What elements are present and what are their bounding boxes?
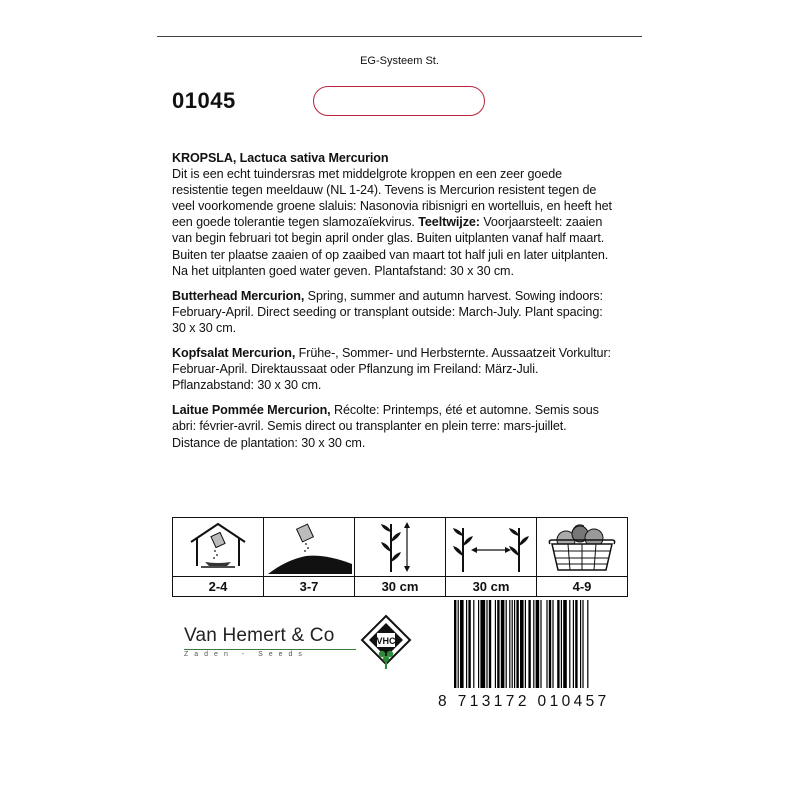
dutch-body-1: Dit is een echt tuindersras met middelgrote kroppen en een zeer goede resistentie tegen meeldauw (NL 1-24). Tevens is Mercurion resistent tegen de veel voorkomende groene slaluis: Nasonovia ribisnigri en wortelluis, en heeft het een goede tolerantie tegen slamozaïekvirus. <box>172 167 612 230</box>
barcode-bar <box>540 600 541 688</box>
barcode-bar <box>525 600 526 688</box>
german-paragraph <box>172 345 612 393</box>
brand-crest-icon <box>360 614 412 675</box>
barcode-bar <box>573 600 574 688</box>
barcode-bar <box>516 600 518 688</box>
barcode-bar <box>509 600 510 688</box>
barcode-bar <box>473 600 474 688</box>
barcode-number: 8 713172 010457 <box>438 693 610 710</box>
certification-label: EG-Systeem St. <box>360 55 439 67</box>
barcode-bar <box>480 600 485 688</box>
brand-rule <box>184 649 356 650</box>
english-title: Butterhead Mercurion, <box>172 288 305 303</box>
barcode-bar <box>497 600 499 688</box>
barcode-bar <box>454 600 456 688</box>
plant-height-cell <box>355 518 446 596</box>
barcode-bar <box>466 600 467 688</box>
barcode-bar <box>468 600 470 688</box>
barcode <box>454 600 628 697</box>
dutch-title: KROPSLA, Lactuca sativa Mercurion <box>172 151 389 165</box>
plant-spacing-icon <box>446 518 536 577</box>
barcode-bar <box>512 600 513 688</box>
barcode-bar <box>536 600 540 688</box>
harvest-cell <box>537 518 627 596</box>
brand-logo <box>184 625 360 658</box>
french-title: Laitue Pommée Mercurion, <box>172 403 331 418</box>
lot-number-box <box>313 86 485 116</box>
french-body: Récolte: Printemps, été et automne. Semis sous abri: février-avril. Semis direct ou transplanter en plein terre: mars-juillet. Distance de plantation: 30 x 30 cm. <box>172 403 599 450</box>
german-title: Kopfsalat Mercurion, <box>172 346 296 361</box>
growing-info-table <box>172 517 628 597</box>
barcode-bar <box>580 600 581 688</box>
svg-text:VHC: VHC <box>376 636 396 646</box>
barcode-bar <box>569 600 570 688</box>
barcode-bar <box>506 600 507 688</box>
indoor-sowing-icon <box>173 518 263 577</box>
indoor-sowing-months: 2-4 <box>208 579 228 594</box>
barcode-bar <box>587 600 588 688</box>
top-rule <box>157 36 642 37</box>
outdoor-sowing-cell <box>264 518 355 596</box>
barcode-bar <box>489 600 491 688</box>
barcode-bar <box>552 600 553 688</box>
plant-spacing-cell <box>446 518 537 596</box>
indoor-sowing-cell <box>173 518 264 596</box>
plant-height-value: 30 cm <box>381 579 419 594</box>
barcode-bar <box>495 600 496 688</box>
dutch-paragraph <box>172 150 612 279</box>
german-body: Frühe-, Sommer- und Herbsternte. Aussaatzeit Vorkultur: Februar-April. Direktaussaat oder Pflanzung im Freiland: März-Juli. Pflanzabstand: 30 x 30 cm. <box>172 346 611 393</box>
description-block <box>172 150 612 460</box>
barcode-bar <box>561 600 562 688</box>
barcode-bar <box>486 600 487 688</box>
barcode-bar <box>514 600 515 688</box>
harvest-basket-icon <box>537 518 627 577</box>
barcode-bar <box>478 600 479 688</box>
brand-name: Van Hemert & Co <box>184 625 335 646</box>
dutch-method-label: Teeltwijze: <box>418 215 480 230</box>
product-number: 01045 <box>172 88 236 113</box>
outdoor-sowing-icon <box>264 518 354 577</box>
barcode-bar <box>546 600 547 688</box>
barcode-bar <box>520 600 524 688</box>
english-paragraph <box>172 288 612 336</box>
barcode-bar <box>563 600 567 688</box>
dutch-body-2: Voorjaarsteelt: zaaien van begin februari tot begin april onder glas. Buiten uitplanten vanaf half maart. Buiten ter plaatse zaaien of op zaaibed van maart tot half juli en later uitplanten. Na het uitplanten goed water geven. Plantafstand: 30 x 30 cm. <box>172 215 609 278</box>
barcode-bar <box>458 600 459 688</box>
brand-tagline: Zaden - Seeds <box>184 651 308 658</box>
barcode-bar <box>501 600 505 688</box>
barcode-bar <box>557 600 559 688</box>
plant-height-icon <box>355 518 445 577</box>
harvest-months: 4-9 <box>572 579 592 594</box>
plant-spacing-value: 30 cm <box>472 579 510 594</box>
barcode-bar <box>528 600 530 688</box>
barcode-bar <box>582 600 583 688</box>
barcode-bar <box>549 600 551 688</box>
barcode-bar <box>533 600 534 688</box>
barcode-bar <box>575 600 577 688</box>
outdoor-sowing-months: 3-7 <box>299 579 319 594</box>
english-body: Spring, summer and autumn harvest. Sowing indoors: February-April. Direct seeding or transplant outside: March-July. Plant spacing: 30 x 30 cm. <box>172 288 603 335</box>
barcode-bar <box>460 600 464 688</box>
french-paragraph <box>172 402 612 450</box>
